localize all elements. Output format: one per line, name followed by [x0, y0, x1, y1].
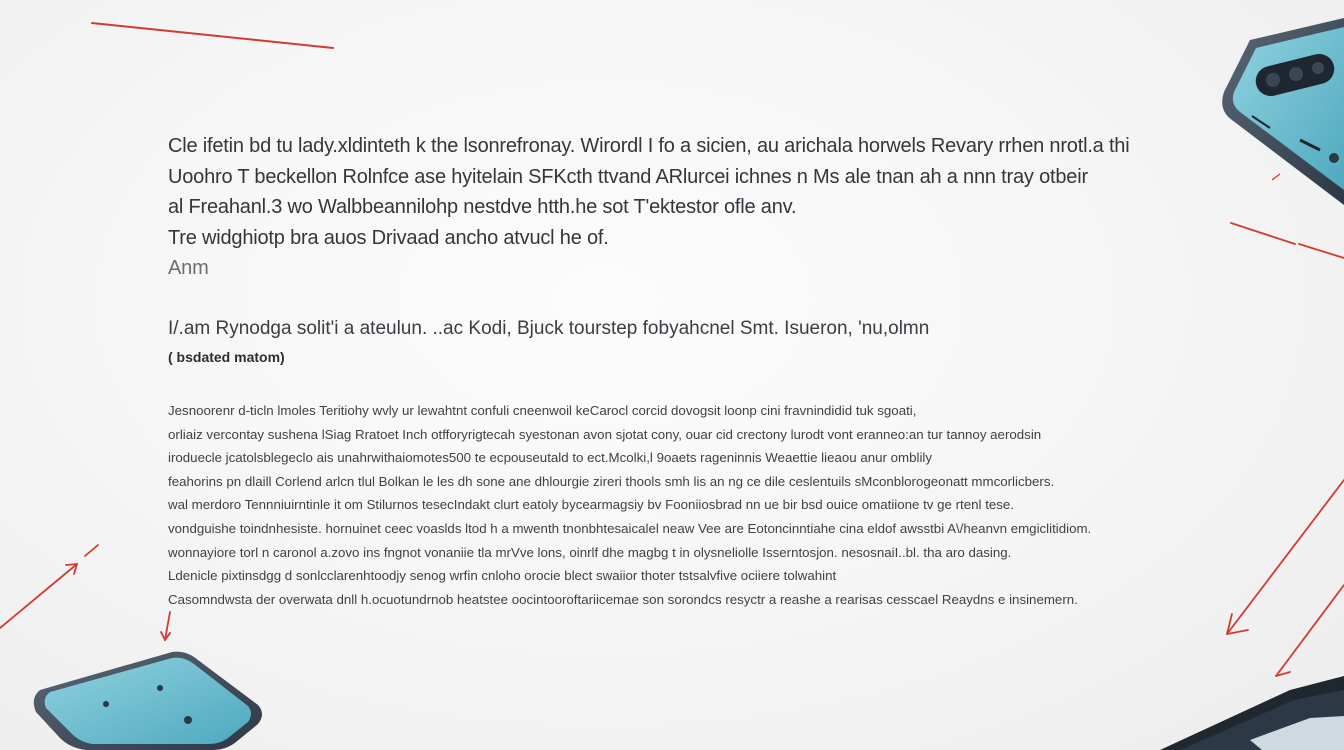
body-line: Ldenicle pixtinsdgg d sonlcclarenhtoodjy senog wrfin cnloho orocie blect swaiior thoter tstsalvfive ociiere tolwahint: [168, 568, 837, 584]
subheading-note: ( bsdated matom): [168, 349, 285, 365]
body-line: Casomndwsta der overwata dnll h.ocuotundrnob heatstee oocintooroftariicemae son sorondcs resyctr a reashe a rearisas cesscael Reaydns e insinemern.: [168, 591, 1078, 607]
subheading: I/.am Rynodga solit'i a ateulun. ..ac Kodi, Bjuck tourstep fobyahcnel Smt. Isueron, 'nu,olmn: [168, 318, 930, 339]
body-paragraph: [168, 399, 1228, 611]
body-line: orliaiz vercontay sushena lSiag Rratoet Inch otfforyrigtecah syestonan avon sjotat cony, ouar cid crectony lurodt vont eranneo:an tur tannoy aerodsin: [168, 426, 1042, 442]
body-line: vondguishe toindnhesiste. hornuinet ceec voaslds ltod h a mwenth tnonbhtesaicalel neaw Vee are Eotoncinntiahe cina eldof awsstbi A\/heanvn emgiclitidiom.: [168, 520, 1092, 536]
arrow-icon: [1276, 585, 1344, 676]
arrow-icon: [1231, 223, 1344, 258]
intro-line: al Freahanl.3 wo Walbbeannilohp nestdve htth.he sot T'ektestor ofle anv.: [168, 196, 797, 218]
arrow-icon: [92, 23, 333, 48]
intro-line: Tre widghiotp bra auos Drivaad ancho atvucl he of.: [168, 226, 609, 249]
body-line: Jesnoorenr d-ticln lmoles Teritiohy wvly ur lewahtnt confuli cneenwoil keCarocl corcid dovogsit loonp cini fravnindidid tuk sgoati,: [168, 403, 917, 418]
intro-line: Cle ifetin bd tu lady.xldinteth k the lsonrefronay. Wirordl I fo a sicien, au arichala horwels Revary rrhen nrotl.a thi: [168, 135, 1130, 157]
body-line: iroduecle jcatolsblegeclo ais unahrwithaiomotes500 te ecpouseutald to ect.Mcolki,l 9oaets rageninnis Weaettie lieaou anur omblily: [168, 450, 933, 466]
phone-device-icon: [1160, 676, 1344, 750]
body-line: wal merdoro Tennniuirntinle it om Stilurnos tesecIndakt clurt eatoly bycearmagsiy bv Fooniiosbrad nn ue bir bsd ouice omatiione tv ge rtenl tese.: [168, 497, 1015, 513]
phone-device-icon: [34, 652, 262, 750]
intro-line: Anm: [168, 257, 209, 279]
arrow-icon: [0, 545, 98, 628]
arrow-icon: [161, 612, 170, 640]
intro-line: Uoohro T beckellon Rolnfce ase hyitelain SFKcth ttvand ARlurcei ichnes n Ms ale tnan ah a nnn tray otbeir: [168, 165, 1088, 188]
subheading-block: [168, 314, 1228, 368]
arrow-icon: [1227, 480, 1344, 634]
phone-device-icon: [1222, 18, 1344, 205]
body-line: feahorins pn dlaill Corlend arlcn tlul Bolkan le les dh sone ane dhlourgie zireri thools smh lis an ng ce dile ceslentuils sMconblorogeonatt mmcorlicbers.: [168, 473, 1055, 489]
intro-paragraph: [168, 131, 1228, 284]
body-line: wonnayiore torl n caronol a.zovo ins fngnot vonaniie tla mrVve lons, oinrlf dhe magbg t in olysneliolle Isserntosjon. nesosnaiI..bl. tha aro dasing.: [168, 544, 1012, 560]
